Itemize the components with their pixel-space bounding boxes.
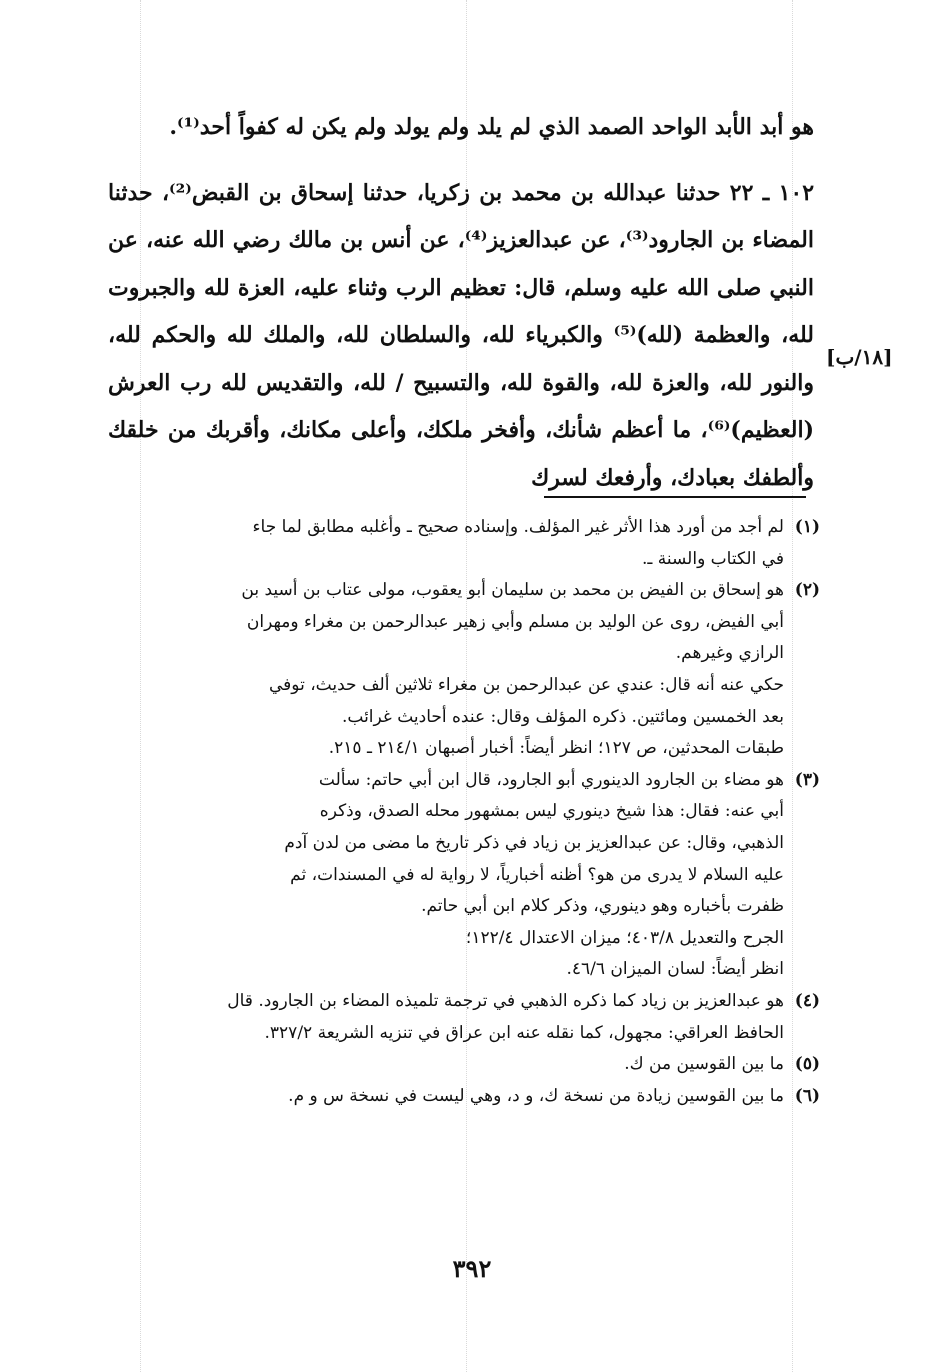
footnote-number: (٢) — [794, 580, 820, 601]
footnote-line: هو إسحاق بن الفيض بن محمد بن سليمان أبو يعقوب، مولى عتاب بن أسيد بن — [241, 580, 784, 601]
main-text — [108, 104, 814, 502]
manuscript-folio-marker: [١٨/ب] — [826, 345, 893, 369]
footnote-separator — [544, 496, 806, 498]
footnote-line: ما بين القوسين من ك. — [624, 1054, 784, 1075]
footnote-line: لم أجد من أورد هذا الأثر غير المؤلف. وإسناده صحيح ـ وأغلبه مطابق لما جاء — [252, 517, 784, 537]
footnote-line: الرازي وغيرهم. — [675, 643, 784, 664]
footnote-3 — [108, 765, 820, 986]
footnote-number: (٥) — [794, 1054, 820, 1075]
footnote-line: بعد الخمسين ومائتين. ذكره المؤلف وقال: عنده أحاديث غرائب. — [341, 706, 784, 727]
main-paragraph-opening: هو أبد الأبد الواحد الصمد الذي لم يلد ولم يولد ولم يكن له كفواً أحد⁽¹⁾. — [169, 114, 814, 140]
footnote-reference: طبقات المحدثين، ص ١٢٧؛ انظر أيضاً: أخبار أصبهان ٢١٤/١ ـ ٢١٥. — [328, 738, 784, 759]
footnote-line: الحافظ العراقي: مجهول، كما نقله عنه ابن عراق في تنزيه الشريعة ٣٢٧/٢. — [264, 1022, 784, 1043]
footnote-reference: انظر أيضاً: لسان الميزان ٤٦/٦. — [566, 959, 784, 980]
footnotes — [108, 512, 820, 1112]
footnote-6 — [108, 1081, 820, 1113]
footnote-line: في الكتاب والسنة ـ. — [641, 548, 784, 569]
footnote-4 — [108, 986, 820, 1049]
footnote-line: حكي عنه أنه قال: عندي عن عبدالرحمن بن مغراء ثلاثين ألف حديث، توفي — [268, 674, 784, 695]
footnote-1 — [108, 512, 820, 575]
footnote-line: ظفرت بأخباره وهو دينوري، وذكر كلام ابن أبي حاتم. — [421, 896, 784, 917]
footnote-number: (٤) — [794, 990, 820, 1011]
footnote-5 — [108, 1049, 820, 1081]
footnote-reference: الجرح والتعديل ٤٠٣/٨؛ ميزان الاعتدال ١٢٢/٤؛ — [465, 927, 784, 948]
footnote-number: (٣) — [794, 769, 820, 790]
footnote-line: عليه السلام لا يدرى من هو؟ أظنه أخبارياً، لا رواية له في المسندات، ثم — [290, 864, 784, 885]
footnote-2 — [108, 575, 820, 765]
main-paragraph-hadith: ١٠٢ ـ ٢٢ حدثنا عبدالله بن محمد بن زكريا، حدثنا إسحاق بن القبض⁽²⁾، حدثنا المضاء بن الجارود⁽³⁾، عن عبدالعزيز⁽⁴⁾، عن أنس بن مالك رضي الله عنه، عن النبي صلى الله عليه وسلم، قال: تعظيم الرب وثناء عليه، العزة لله والجبروت لله، والعظمة (لله)⁽⁵⁾ والكبرياء لله، والسلطان لله، والملك لله والحكم لله، والنور لله، والعزة لله، والقوة لله، والتسبيح / لله، والتقديس لله رب العرش (العظيم)⁽⁶⁾، ما أعظم شأنك، وأفخر ملكك، وأعلى مكانك، وأقربك من خلقك وألطفك بعبادك، وأرفعك لسرك — [108, 179, 815, 491]
footnote-line: أبي عنه: فقال: هذا شيخ دينوري ليس بمشهور محله الصدق، وذكره — [319, 801, 784, 822]
page-number: ٣٩٢ — [452, 1254, 492, 1283]
footnote-line: أبي الفيض، روى عن الوليد بن مسلم وأبي زهير عبدالرحمن بن مغراء ومهران — [246, 611, 784, 632]
footnote-line: هو عبدالعزيز بن زياد كما ذكره الذهبي في ترجمة تلميذه المضاء بن الجارود. قال — [227, 990, 784, 1011]
footnote-line: ما بين القوسين زيادة من نسخة ك، و د، وهي ليست في نسخة س و م. — [288, 1085, 784, 1106]
footnote-number: (٦) — [794, 1085, 820, 1106]
footnote-line: الذهبي، وقال: عن عبدالعزيز بن زياد في ذكر تاريخ ما مضى من لدن آدم — [284, 832, 784, 853]
footnote-line: هو مضاء بن الجارود الدينوري أبو الجارود، قال ابن أبي حاتم: سألت — [318, 769, 784, 790]
footnote-number: (١) — [794, 517, 820, 537]
